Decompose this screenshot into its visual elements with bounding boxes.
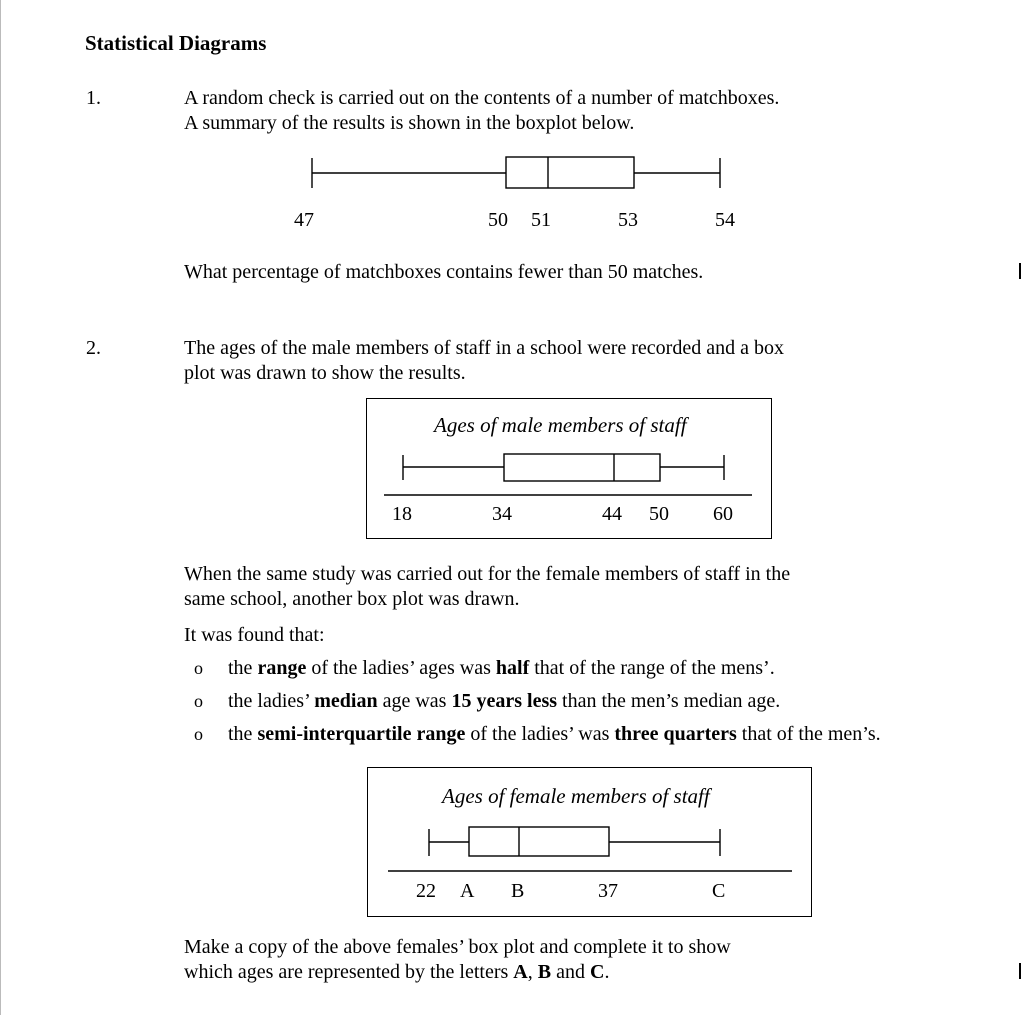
female-intro-line-1: When the same study was carried out for the female members of staff in the <box>184 563 791 585</box>
bullet-item-range: the range of the ladies’ ages was half that of the range of the mens’. <box>228 657 775 679</box>
question-1-number: 1. <box>86 87 101 109</box>
final-instruction-line-2: which ages are represented by the letters A, B and C. <box>184 961 610 983</box>
bullet-marker: o <box>194 691 203 711</box>
q1-text-line-1: A random check is carried out on the contents of a number of matchboxes. <box>184 87 780 109</box>
male-tick-label: 50 <box>649 503 669 525</box>
page-title: Statistical Diagrams <box>85 31 267 55</box>
male-plot-title: Ages of male members of staff <box>434 413 687 437</box>
male-tick-label: 18 <box>392 503 412 525</box>
female-plot-title: Ages of female members of staff <box>442 784 710 808</box>
q1-text-line-2: A summary of the results is shown in the boxplot below. <box>184 112 635 134</box>
q2-text-line-1: The ages of the male members of staff in a school were recorded and a box <box>184 337 784 359</box>
female-tick-label: A <box>460 880 475 902</box>
q1-tick-label: 47 <box>294 209 314 231</box>
q1-tick-label: 50 <box>488 209 508 231</box>
male-tick-label: 60 <box>713 503 733 525</box>
female-tick-label: 22 <box>416 880 436 902</box>
q1-tick-label: 53 <box>618 209 638 231</box>
male-tick-label: 44 <box>602 503 622 525</box>
bullet-item-siqr: the semi-interquartile range of the ladies’ was three quarters that of the men’s. <box>228 723 881 745</box>
female-tick-label: B <box>511 880 525 902</box>
female-tick-label: C <box>712 880 726 902</box>
female-box <box>469 827 609 856</box>
found-text: It was found that: <box>184 624 325 646</box>
bullet-marker: o <box>194 724 203 744</box>
female-intro-line-2: same school, another box plot was drawn. <box>184 588 520 610</box>
question-2-number: 2. <box>86 337 101 359</box>
q1-question: What percentage of matchboxes contains fewer than 50 matches. <box>184 261 704 283</box>
bullet-marker: o <box>194 658 203 678</box>
male-tick-label: 34 <box>492 503 512 525</box>
bullet-item-median: the ladies’ median age was 15 years less than the men’s median age. <box>228 690 781 712</box>
q1-tick-label: 51 <box>531 209 551 231</box>
q1-tick-label: 54 <box>715 209 735 231</box>
q2-text-line-2: plot was drawn to show the results. <box>184 362 466 384</box>
female-tick-label: 37 <box>598 880 618 902</box>
final-instruction-line-1: Make a copy of the above females’ box plot and complete it to show <box>184 936 731 958</box>
